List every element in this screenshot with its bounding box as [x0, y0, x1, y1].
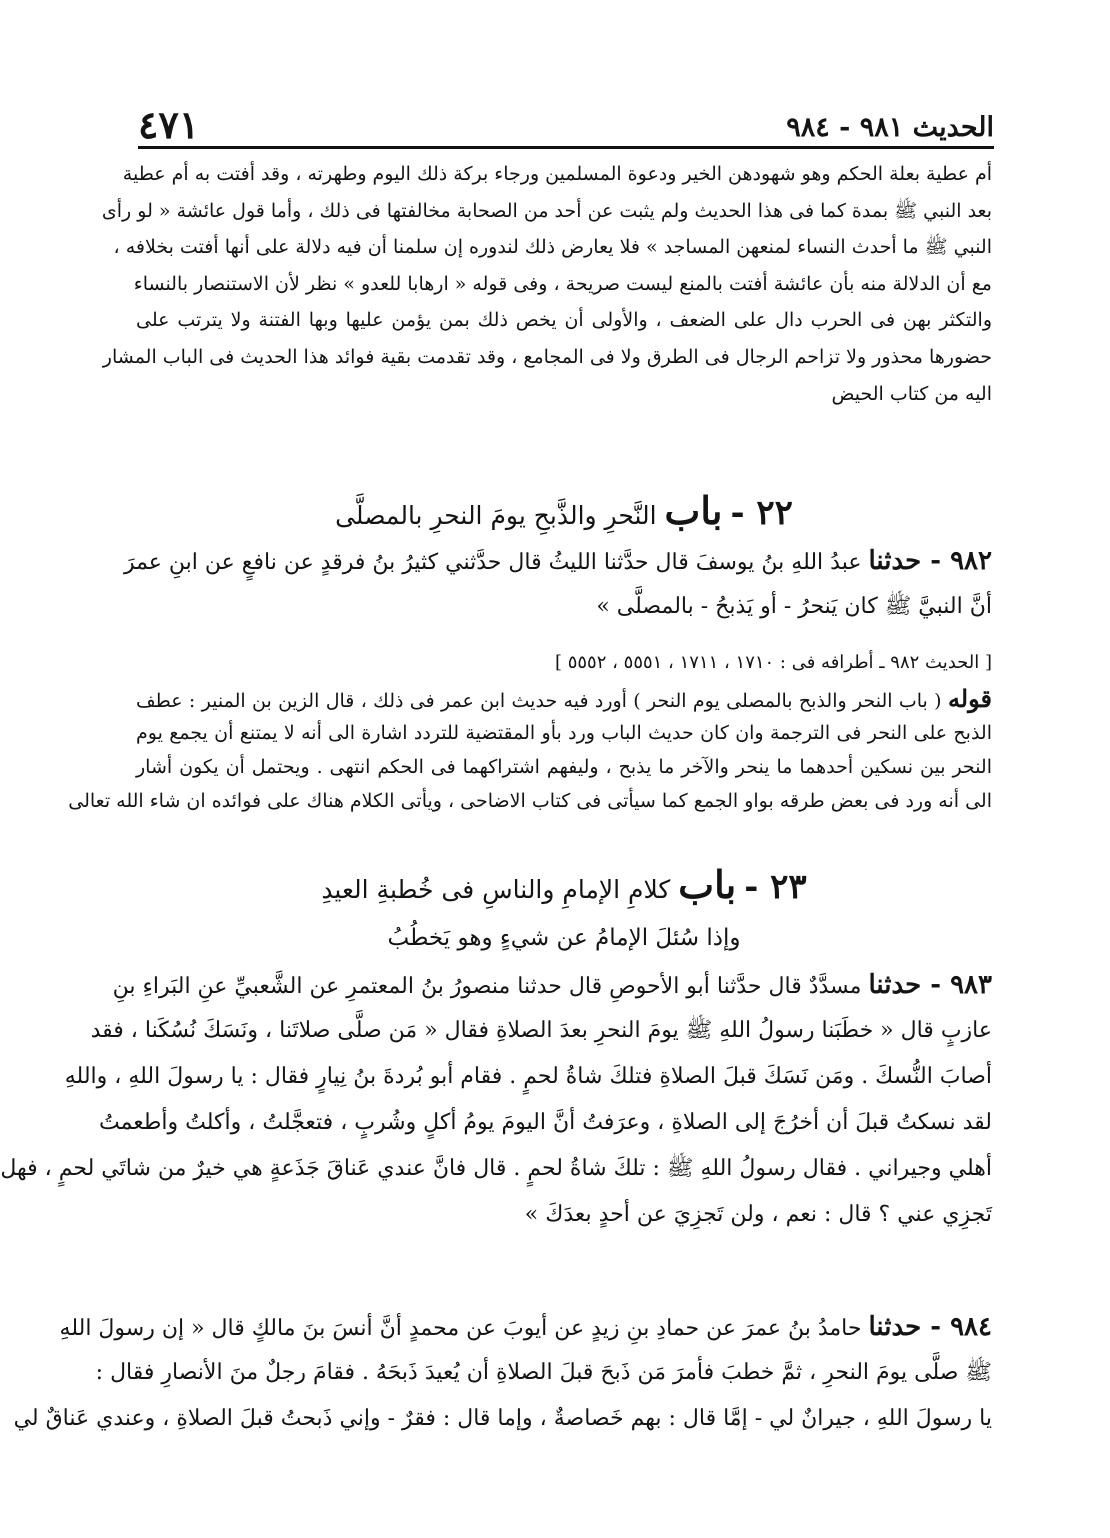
hadith-line: أصابَ النُّسكَ . ومَن نَسَكَ قبلَ الصلاةِ فتلكَ شاةُ لحمٍ . فقام أبو بُردةَ بنُ نِيارٍ فقال : يا رسولَ اللهِ ، واللهِ — [64, 1064, 992, 1089]
hadith-984 — [13, 1304, 992, 1442]
text-line: الذبح على النحر فى الترجمة وان كان حديث الباب ورد بأو المقتضية للتردد اشارة الى أنه لا يمتنع أن يجمع يوم — [136, 722, 992, 744]
text-line: بعد النبي ﷺ بمدة كما فى هذا الحديث ولم يثبت عن أحد من الصحابة مخالفتها فى ذلك ، وأما قول عائشة « لو رأى — [101, 199, 992, 222]
hadith-line: أنَّ النبيَّ ﷺ كان يَنحرُ - أو يَذبحُ - بالمصلَّى » — [596, 594, 992, 619]
hadith-line: أهلي وجيراني . فقال رسولُ اللهِ ﷺ : تلكَ شاةُ لحمٍ . قال فانَّ عندي عَناقَ جَذَعةٍ هي خيرٌ من شاتَي لحمٍ ، فهل — [0, 1156, 992, 1181]
chapter-heading-23 — [136, 862, 992, 908]
chapter-title: النَّحرِ والذَّبحِ يومَ النحرِ بالمصلَّى — [335, 501, 657, 530]
page-number: ٤٧١ — [138, 102, 200, 147]
hadith-text: عبدُ اللهِ بنُ يوسفَ قال حدَّثنا الليثُ قال حدَّثني كثيرُ بنُ فرقدٍ عن نافعٍ عن ابنِ عمرَ — [123, 550, 862, 575]
text-line: اليه من كتاب الحيض — [831, 382, 992, 405]
text-line: مع أن الدلالة منه بأن عائشة أفتت بالمنع ليست صريحة ، وفى قوله « ارهابا للعدو » نظر لأن الاستنصار بالنساء — [133, 272, 992, 295]
hadith-line: تَجزِي عني ؟ قال : نعم ، ولن تَجزِيَ عن أحدٍ بعدَكَ » — [524, 1202, 992, 1227]
commentary-text: ( باب النحر والذبح بالمصلى يوم النحر ) أورد فيه حديث ابن عمر فى ذلك ، قال الزين بن المنير : عطف — [136, 690, 942, 712]
chapter-heading-22 — [136, 488, 992, 534]
text-line: النبي ﷺ ما أحدث النساء لمنعهن المساجد » فلا يعارض ذلك لندوره إن سلمنا أن فيه دلالة على أنها أفتت بخلافه ، — [113, 236, 992, 259]
text-line: حضورها محذور ولا تزاحم الرجال فى الطرق ولا فى المجامع ، وقد تقدمت بقية فوائد هذا الحديث فى الباب المشار — [102, 345, 992, 368]
hadith-line: عازبٍ قال « خطَبَنا رسولُ اللهِ ﷺ يومَ النحرِ بعدَ الصلاةِ فقال « مَن صلَّى صلاتَنا ، ونَسَكَ نُسُكَنا ، فقد — [90, 1018, 992, 1043]
hadith-references: [ الحديث ٩٨٢ ـ أطرافه فى : ١٧١٠ ، ١٧١١ ، ٥٥٥١ ، ٥٥٥٢ ] — [554, 652, 992, 673]
text-line — [136, 682, 992, 716]
hadith-text: حامدُ بنُ عمرَ عن حمادِ بنِ زيدٍ عن أيوبَ عن محمدٍ أنَّ أنسَ بنَ مالكٍ قال « إن رسولَ اللهِ — [59, 1316, 862, 1341]
chapter-number: ٢٣ - — [744, 867, 807, 907]
text-line: أم عطية بعلة الحكم وهو شهودهن الخير ودعوة المسلمين ورجاء بركة ذلك اليوم وطهرته ، وقد أفتت به أم عطية — [122, 163, 992, 185]
chapter-word: باب — [664, 488, 723, 533]
text-line: والتكثر بهن فى الحرب دال على الضعف ، والأولى أن يخص ذلك بمن يؤمن عليها وبها الفتنة ولا يترتب على — [136, 309, 992, 332]
hadith-lead: ٩٨٤ - حدثنا — [868, 1312, 992, 1342]
hadith-line — [123, 538, 992, 584]
text-line: النحر بين نسكين أحدهما ما ينحر والآخر ما يذبح ، وليفهم اشتراكهما فى الحكم انتهى . ويحتمل أن يكون أشار — [136, 756, 992, 778]
hadith-line: ﷺ صلَّى يومَ النحرِ ، ثمَّ خطبَ فأمرَ مَن ذَبحَ قبلَ الصلاةِ أن يُعيدَ ذَبحَهُ . فقامَ رجلٌ منَ الأنصارِ فقال : — [95, 1360, 992, 1385]
chapter-subtitle: وإذا سُئلَ الإمامُ عن شيءٍ وهو يَخطُبُ — [387, 925, 741, 951]
page-header — [138, 98, 994, 146]
hadith-lead: ٩٨٢ - حدثنا — [868, 546, 992, 576]
hadith-lead: ٩٨٣ - حدثنا — [868, 970, 992, 1000]
hadith-line: لقد نسكتُ قبلَ أن أخرُجَ إلى الصلاةِ ، وعرَفتُ أنَّ اليومَ يومُ أكلٍ وشُربٍ ، فتعجَّلتُ ، وأكلتُ وأطعمتُ — [98, 1110, 992, 1135]
hadith-982 — [123, 538, 992, 630]
hadith-983 — [0, 962, 992, 1238]
chapter-number: ٢٢ - — [730, 493, 793, 533]
hadith-line — [59, 1304, 992, 1350]
qawl-marker: قوله — [947, 684, 992, 713]
chapter-word: باب — [678, 862, 737, 907]
hadith-text: مسدَّدٌ قال حدَّثنا أبو الأحوصِ قال حدثنا منصورُ بنُ المعتمرِ عن الشَّعبيِّ عنِ البَراءِ بنِ — [112, 974, 862, 999]
commentary-982 — [68, 682, 992, 818]
text-line: الى أنه ورد فى بعض طرقه بواو الجمع كما سيأتى فى كتاب الاضاحى ، ويأتى الكلام هناك على فوائده ان شاء الله تعالى — [68, 790, 992, 812]
hadith-line — [112, 962, 992, 1008]
top-commentary — [101, 156, 992, 412]
hadith-line: يا رسولَ اللهِ ، جيرانٌ لي - إمَّا قال : بهم خَصاصةٌ ، وإما قال : فقرٌ - وإني ذَبحتُ قبلَ الصلاةِ ، وعندي عَناقٌ لي — [13, 1406, 992, 1431]
header-rule — [138, 146, 994, 149]
hadith-range: الحديث ٩٨١ - ٩٨٤ — [786, 112, 994, 143]
chapter-title: كلامِ الإمامِ والناسِ فى خُطبةِ العيدِ — [321, 875, 671, 904]
